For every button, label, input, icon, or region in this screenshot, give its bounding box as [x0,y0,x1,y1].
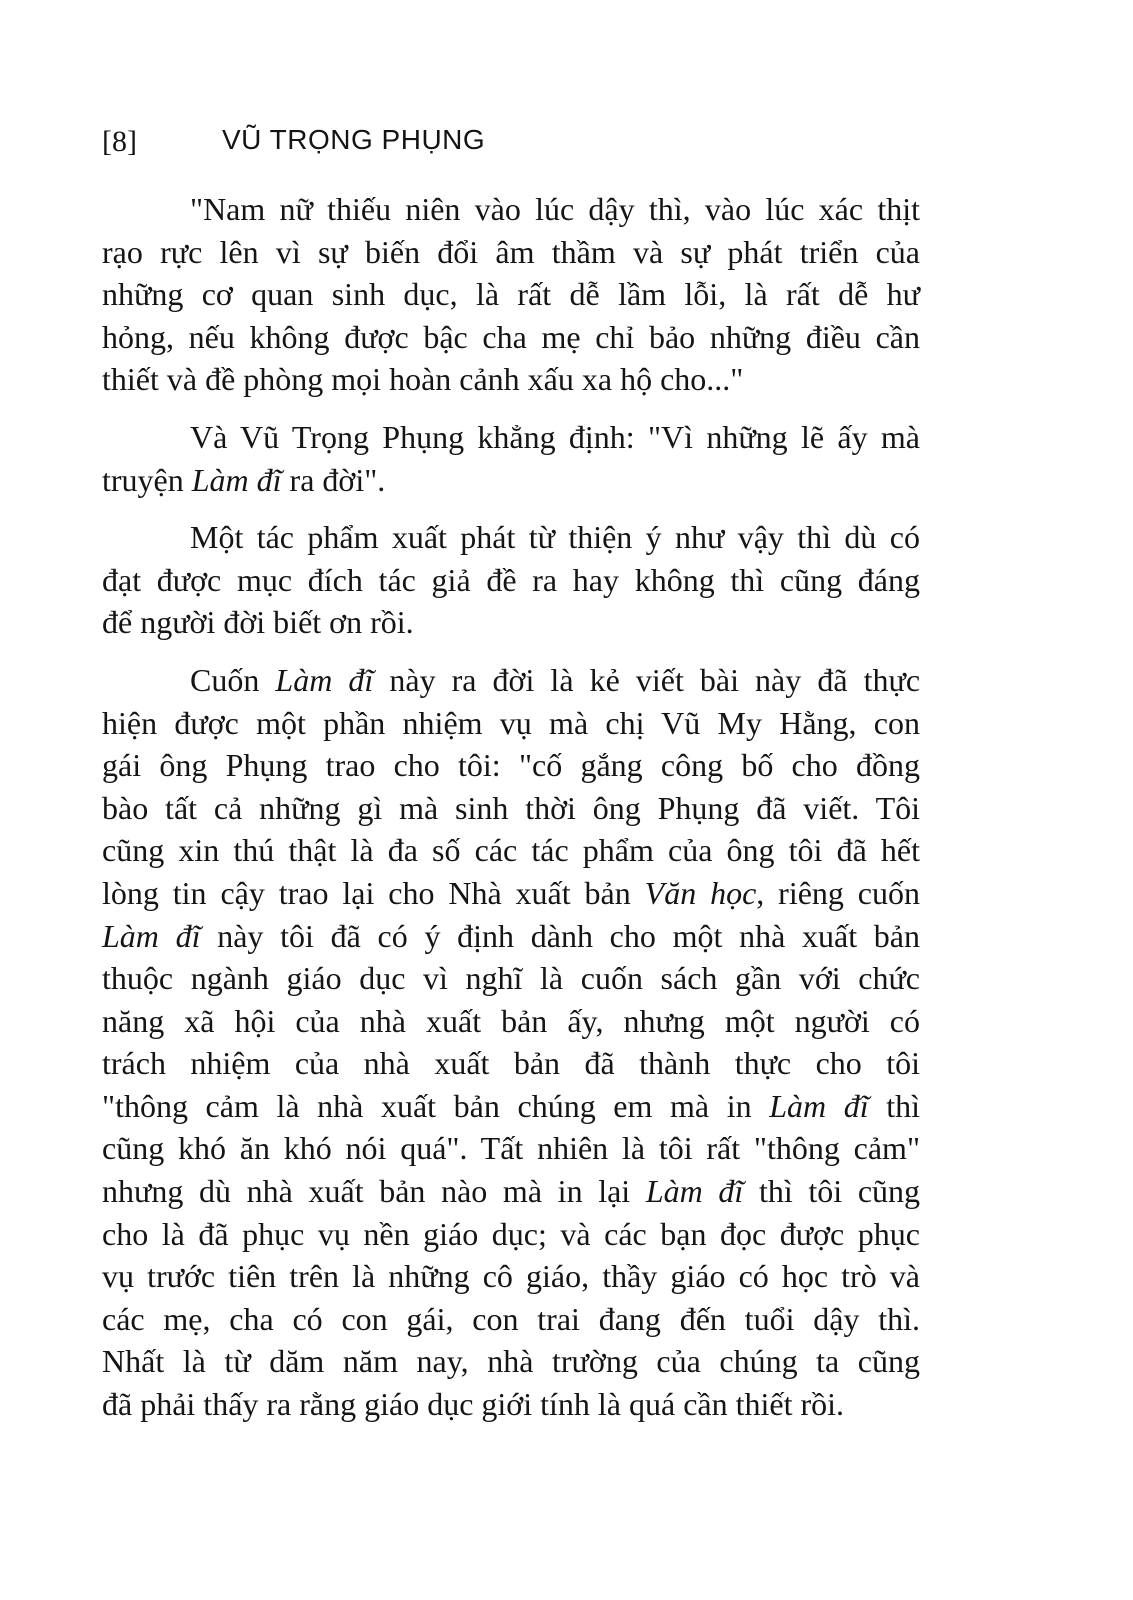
text-segment: trách nhiệm của nhà xuất bản đã thành thực cho tôi [102,1045,920,1082]
book-title-italic: Làm đĩ [102,917,201,954]
text-line [102,231,920,274]
text-line [102,1042,920,1085]
text-segment: này tôi đã có ý định dành cho một nhà xuất bản [200,917,921,954]
text-line [102,1298,920,1341]
text-segment: Nhất là từ dăm năm nay, nhà trường của chúng ta cũng [102,1343,920,1380]
paragraph [102,188,920,401]
text-segment: "thông cảm là nhà xuất bản chúng em mà in [102,1087,770,1124]
book-title-italic: Văn học [644,874,757,911]
text-segment: ra đời". [281,461,386,498]
text-segment: này ra đời là kẻ viết bài này đã thực [373,661,921,698]
running-title: VŨ TRỌNG PHỤNG [222,124,486,155]
text-line [102,915,920,958]
text-segment: để người đời biết ơn rồi. [102,604,414,641]
text-segment: thì [868,1087,921,1124]
text-line [102,559,920,602]
text-line [102,1340,920,1383]
body-text [102,188,920,1426]
text-segment: lòng tin cậy trao lại cho Nhà xuất bản [102,874,645,911]
text-line [102,1085,920,1128]
text-line [102,416,920,459]
text-segment: hiện được một phần nhiệm vụ mà chị Vũ My Hằng, con [102,704,920,741]
book-title-italic: Làm đĩ [769,1087,869,1124]
text-line [102,316,920,359]
text-line [102,957,920,1000]
text-segment: vụ trước tiên trên là những cô giáo, thầy giáo có học trò và [102,1258,920,1295]
text-segment: bào tất cả những gì mà sinh thời ông Phụng đã viết. Tôi [102,789,920,826]
text-segment: thiết và đề phòng mọi hoàn cảnh xấu xa hộ cho..." [102,361,744,398]
text-segment: thuộc ngành giáo dục vì nghĩ là cuốn sách gần với chức [102,960,920,997]
book-title-italic: Làm đĩ [191,461,282,498]
text-line [102,459,920,502]
text-line [102,872,920,915]
text-line [102,787,920,830]
paragraph [102,516,920,644]
text-segment: Cuốn [190,661,276,698]
text-line [102,188,920,231]
text-line [102,1170,920,1213]
paragraph [102,416,920,501]
text-segment: "Nam nữ thiếu niên vào lúc dậy thì, vào lúc xác thịt [190,191,920,227]
text-line [102,1383,920,1426]
page-header [0,124,1133,164]
text-segment: các mẹ, cha có con gái, con trai đang đến tuổi dậy thì. [102,1300,920,1337]
text-segment: đạt được mục đích tác giả đề ra hay không thì cũng đáng [102,561,920,598]
text-segment: hỏng, nếu không được bậc cha mẹ chỉ bảo những điều cần [102,318,920,355]
text-line [102,702,920,745]
text-segment: đã phải thấy ra rằng giáo dục giới tính là quá cần thiết rồi. [102,1386,845,1423]
text-line [102,601,920,644]
text-line [102,1127,920,1170]
text-segment: cho là đã phục vụ nền giáo dục; và các bạn đọc được phục [102,1215,920,1252]
text-segment: , riêng cuốn [756,874,921,911]
page-number: [8] [102,125,137,158]
text-line [102,273,920,316]
paragraph [102,659,920,1426]
text-segment: cũng xin thú thật là đa số các tác phẩm của ông tôi đã hết [102,832,920,869]
text-line [102,1000,920,1043]
text-line [102,1213,920,1256]
text-segment: năng xã hội của nhà xuất bản ấy, nhưng một người có [102,1002,920,1039]
book-title-italic: Làm đĩ [275,661,374,698]
text-line [102,358,920,401]
text-line [102,744,920,787]
text-line [102,659,920,702]
text-segment: truyện [102,461,192,498]
text-line [102,829,920,872]
text-segment: những cơ quan sinh dục, là rất dễ lầm lỗi, là rất dễ hư [102,276,920,313]
text-line [102,1255,920,1298]
text-segment: nhưng dù nhà xuất bản nào mà in lại [102,1173,646,1210]
text-segment: thì tôi cũng [743,1173,921,1210]
text-segment: gái ông Phụng trao cho tôi: "cố gắng công bố cho đồng [102,747,920,784]
text-segment: Và Vũ Trọng Phụng khẳng định: "Vì những lẽ ấy mà [190,418,920,455]
text-line [102,516,920,559]
text-segment: cũng khó ăn khó nói quá". Tất nhiên là tôi rất "thông cảm" [102,1130,920,1167]
book-title-italic: Làm đĩ [645,1173,744,1210]
text-segment: Một tác phẩm xuất phát từ thiện ý như vậy thì dù có [190,519,920,556]
text-segment: rạo rực lên vì sự biến đổi âm thầm và sự phát triển của [102,233,920,270]
